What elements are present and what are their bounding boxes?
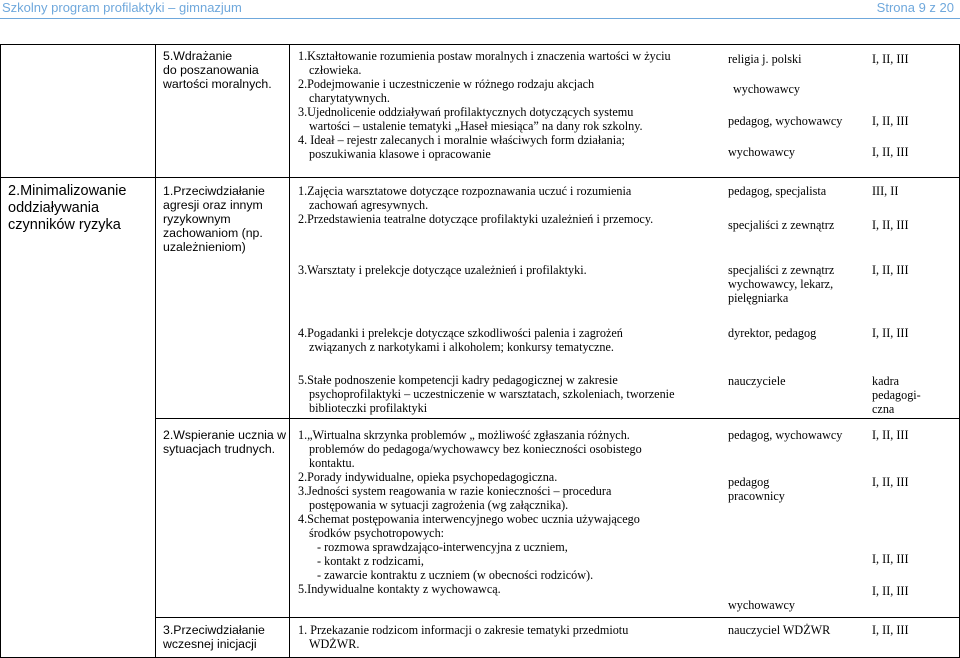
responsible-text: pedagog — [728, 475, 770, 489]
goal-line: agresji oraz innym — [163, 198, 263, 212]
goal-line: 3.Przeciwdziałanie — [163, 623, 265, 637]
responsible-text: wychowawcy — [733, 82, 801, 96]
classes-text: I, II, III — [872, 552, 909, 566]
tasks-cell — [298, 623, 723, 651]
tasks-cell — [298, 184, 723, 226]
responsible-cell — [728, 598, 795, 612]
row-divider-3 — [155, 617, 960, 618]
classes-cell — [872, 552, 909, 566]
responsible-cell — [728, 145, 795, 159]
task-line: środków psychotropowych: — [309, 526, 445, 540]
responsible-text: wychowawcy, lekarz, — [728, 277, 834, 291]
task-line: 1.„Wirtualna skrzynka problemów „ możliwość zgłaszania różnych. — [298, 428, 630, 442]
classes-text: I, II, III — [872, 326, 909, 340]
responsible-cell — [728, 52, 801, 66]
task-line: 1. Przekazanie rodzicom informacji o zakresie tematyki przedmiotu — [298, 623, 629, 637]
header-divider — [0, 18, 960, 19]
responsible-cell — [728, 184, 826, 198]
task-line: - zawarcie kontraktu z uczniem (w obecności rodziców). — [317, 568, 594, 582]
task-line: 3.Jedności system reagowania w razie konieczności – procedura — [298, 484, 612, 498]
task-line: człowieka. — [309, 63, 362, 77]
task-line: 4.Schemat postępowania interwencyjnego wobec ucznia używającego — [298, 512, 640, 526]
task-line: 2.Podejmowanie i uczestniczenie w różnego rodzaju akcjach — [298, 77, 595, 91]
task-line: 1.Kształtowanie rozumienia postaw moralnych i znaczenia wartości w życiu — [298, 49, 671, 63]
classes-cell — [872, 584, 909, 598]
classes-text: I, II, III — [872, 114, 909, 128]
goal-line: wartości moralnych. — [163, 77, 272, 91]
classes-cell — [872, 374, 921, 416]
responsible-text: wychowawcy — [728, 145, 796, 159]
responsible-text: pedagog, wychowawcy — [728, 428, 843, 442]
goal-cell — [163, 428, 286, 456]
goal-line: 5.Wdrażanie — [163, 49, 233, 63]
classes-text: I, II, III — [872, 52, 909, 66]
area-cell — [8, 183, 126, 234]
classes-cell — [872, 145, 909, 159]
responsible-cell — [733, 82, 800, 96]
goal-line: wczesnej inicjacji — [163, 637, 257, 651]
col-divider-1 — [155, 44, 156, 658]
classes-text: I, II, III — [872, 263, 909, 277]
responsible-text: dyrektor, pedagog — [728, 326, 817, 340]
task-line: związanych z narkotykami i alkoholem; konkursy tematyczne. — [309, 340, 614, 354]
task-line: zachowań agresywnych. — [309, 198, 429, 212]
page-number: Strona 9 z 20 — [876, 0, 954, 15]
classes-cell — [872, 428, 909, 442]
responsible-cell — [728, 475, 785, 503]
classes-cell — [872, 623, 909, 637]
task-line: postępowania w sytuacji zagrożenia (wg załącznika). — [309, 498, 569, 512]
responsible-text: pedagog, wychowawcy — [728, 114, 843, 128]
area-line: oddziaływania — [8, 200, 100, 216]
tasks-cell — [298, 428, 723, 596]
task-line: psychoprofilaktyki – uczestniczenie w warsztatach, szkoleniach, tworzenie — [309, 387, 675, 401]
task-line: 5.Indywidualne kontakty z wychowawcą. — [298, 582, 501, 596]
responsible-text: religia j. polski — [728, 52, 802, 66]
classes-cell — [872, 326, 909, 340]
area-line: czynników ryzyka — [8, 217, 121, 233]
goal-line: do poszanowania — [163, 63, 259, 77]
tasks-cell — [298, 326, 723, 354]
task-line: 1.Zajęcia warsztatowe dotyczące rozpoznawania uczuć i rozumienia — [298, 184, 632, 198]
responsible-cell — [728, 428, 842, 442]
responsible-text: pracownicy — [728, 489, 785, 503]
responsible-cell — [728, 263, 834, 305]
classes-cell — [872, 114, 909, 128]
classes-cell — [872, 263, 909, 277]
goal-line: uzależnieniom) — [163, 240, 246, 254]
goal-line: sytuacjach trudnych. — [163, 442, 276, 456]
responsible-text: specjaliści z zewnątrz — [728, 263, 835, 277]
responsible-cell — [728, 623, 830, 637]
responsible-cell — [728, 114, 842, 128]
classes-text: czna — [872, 402, 895, 416]
classes-cell — [872, 218, 909, 232]
table-border-left — [0, 44, 1, 658]
responsible-cell — [728, 218, 834, 232]
responsible-text: pielęgniarka — [728, 291, 789, 305]
goal-cell — [163, 184, 265, 254]
task-line: 2.Porady indywidualne, opieka psychopedagogiczna. — [298, 470, 558, 484]
goal-line: 1.Przeciwdziałanie — [163, 184, 265, 198]
responsible-text: pedagog, specjalista — [728, 184, 827, 198]
task-line: - kontakt z rodzicami, — [317, 554, 424, 568]
task-line: - rozmowa sprawdzająco-interwencyjna z uczniem, — [317, 540, 568, 554]
task-line: wartości – ustalenie tematyki „Haseł miesiąca” na dany rok szkolny. — [309, 119, 643, 133]
classes-text: I, II, III — [872, 428, 909, 442]
task-line: charytatywnych. — [309, 91, 390, 105]
goal-line: ryzykownym — [163, 212, 231, 226]
classes-text: kadra — [872, 374, 900, 388]
document-title: Szkolny program profilaktyki – gimnazjum — [2, 0, 242, 15]
goal-line: 2.Wspieranie ucznia w — [163, 428, 287, 442]
classes-text: pedagogi- — [872, 388, 921, 402]
task-line: kontaktu. — [309, 456, 355, 470]
area-line: 2.Minimalizowanie — [8, 183, 127, 199]
row-divider-1 — [0, 177, 960, 178]
classes-text: III, II — [872, 184, 899, 198]
task-line: 3.Warsztaty i prelekcje dotyczące uzależnień i profilaktyki. — [298, 263, 587, 277]
classes-cell — [872, 52, 909, 66]
table-border-top — [0, 44, 960, 45]
responsible-text: specjaliści z zewnątrz — [728, 218, 835, 232]
responsible-text: wychowawcy — [728, 598, 796, 612]
tasks-cell — [298, 373, 723, 415]
classes-text: I, II, III — [872, 475, 909, 489]
row-divider-2 — [155, 418, 960, 419]
responsible-cell — [728, 326, 816, 340]
responsible-text: nauczyciel WDŻWR — [728, 623, 831, 637]
responsible-text: nauczyciele — [728, 374, 786, 388]
goal-cell — [163, 623, 265, 651]
task-line: biblioteczki profilaktyki — [309, 401, 428, 415]
task-line: 4.Pogadanki i prelekcje dotyczące szkodliwości palenia i zagrożeń — [298, 326, 623, 340]
task-line: WDŻWR. — [309, 637, 360, 651]
task-line: 4. Ideał – rejestr zalecanych i moralnie właściwych form działania; — [298, 133, 625, 147]
task-line: 5.Stałe podnoszenie kompetencji kadry pedagogicznej w zakresie — [298, 373, 618, 387]
goal-line: zachowaniom (np. — [163, 226, 263, 240]
task-line: problemów do pedagoga/wychowawcy bez konieczności osobistego — [309, 442, 642, 456]
page-header — [0, 0, 960, 18]
classes-text: I, II, III — [872, 218, 909, 232]
classes-text: I, II, III — [872, 584, 909, 598]
tasks-cell — [298, 49, 723, 161]
col-divider-2 — [289, 44, 290, 658]
classes-text: I, II, III — [872, 623, 909, 637]
classes-cell — [872, 184, 898, 198]
classes-text: I, II, III — [872, 145, 909, 159]
task-line: poszukiwania klasowe i opracowanie — [309, 147, 491, 161]
classes-cell — [872, 475, 909, 489]
responsible-cell — [728, 374, 786, 388]
task-line: 2.Przedstawienia teatralne dotyczące profilaktyki uzależnień i przemocy. — [298, 212, 654, 226]
task-line: 3.Ujednolicenie oddziaływań profilaktycznych dotyczących systemu — [298, 105, 634, 119]
goal-cell — [163, 49, 272, 91]
tasks-cell — [298, 263, 587, 277]
